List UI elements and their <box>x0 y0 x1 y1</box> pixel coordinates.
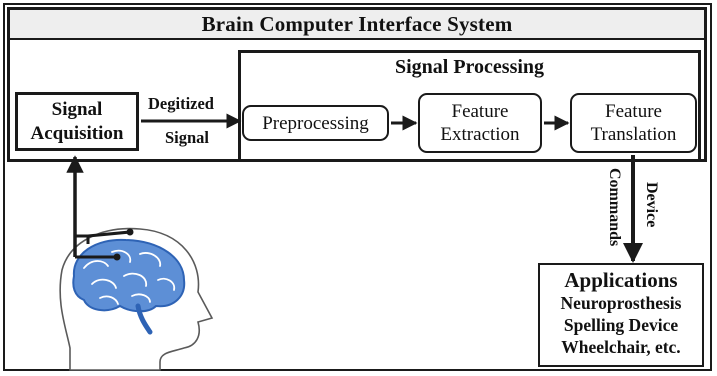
electrode-dot <box>127 229 134 236</box>
application-item-neuroprosthesis: Neuroprosthesis <box>560 293 682 313</box>
applications-title: Applications <box>564 268 678 292</box>
feature-translation-line2: Translation <box>590 124 677 145</box>
feature-translation-box <box>570 93 697 153</box>
system-title: Brain Computer Interface System <box>201 11 513 36</box>
preprocessing-label: Preprocessing <box>262 112 369 134</box>
feature-extraction-line2: Extraction <box>440 124 520 145</box>
electrode-dot <box>114 254 121 261</box>
feature-extraction-line1: Feature <box>451 101 509 122</box>
device-label: Device <box>643 182 660 228</box>
human-head-with-brain-icon <box>60 229 212 370</box>
signal-acquisition-line2: Acquisition <box>30 122 124 144</box>
commands-label: Commands <box>606 168 623 247</box>
preprocessing-box <box>242 105 389 141</box>
feature-translation-line1: Feature <box>605 101 662 122</box>
application-item-spelling-device: Spelling Device <box>563 315 679 335</box>
digitized-label-line1: Degitized <box>148 94 214 113</box>
applications-box <box>538 263 704 367</box>
signal-processing-title: Signal Processing <box>394 56 545 78</box>
application-item-wheelchair: Wheelchair, etc. <box>561 337 681 357</box>
digitized-label-line2: Signal <box>165 128 210 147</box>
feature-extraction-box <box>418 93 542 153</box>
signal-acquisition-line1: Signal <box>51 98 103 120</box>
signal-acquisition-box <box>15 92 139 151</box>
